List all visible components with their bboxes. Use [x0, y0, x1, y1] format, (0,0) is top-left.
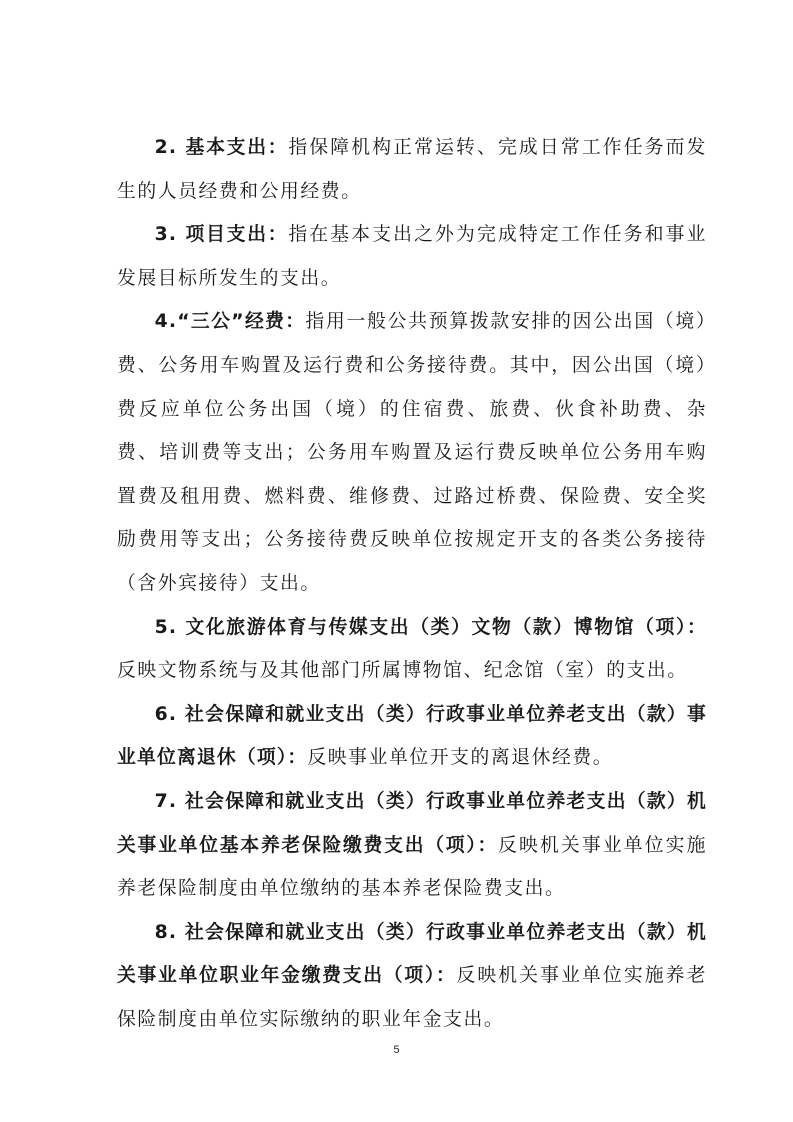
paragraph-museum — [117, 606, 707, 693]
paragraph-basic-pension — [117, 780, 707, 911]
paragraph-project-expenditure — [117, 213, 707, 300]
definition-retirement: 反映事业单位开支的离退休经费。 — [307, 747, 614, 769]
term-occupational-annuity: 8. 社会保障和就业支出（类）行政事业单位养老支出（款）机关事业单位职业年金缴费支出（项）： — [117, 921, 707, 987]
definition-project-expenditure: 指在基本支出之外为完成特定工作任务和事业发展目标所发生的支出。 — [117, 224, 708, 289]
paragraph-occupational-annuity — [117, 911, 707, 1042]
document-body — [117, 126, 707, 1041]
term-project-expenditure: 3. 项目支出： — [154, 224, 289, 246]
definition-occupational-annuity: 反映机关事业单位实施养老保险制度由单位实际缴纳的职业年金支出。 — [117, 965, 707, 1030]
term-retirement: 6. 社会保障和就业支出（类）行政事业单位养老支出（款）事业单位离退休（项）： — [117, 703, 707, 769]
term-museum: 5. 文化旅游体育与传媒支出（类）文物（款）博物馆（项）： — [154, 616, 707, 638]
definition-basic-pension: 反映机关事业单位实施养老保险制度由单位缴纳的基本养老保险费支出。 — [117, 834, 707, 900]
page-number: 5 — [393, 1044, 400, 1056]
term-three-public-funds: 4.“三公”经费： — [154, 311, 306, 333]
paragraph-retirement — [117, 693, 707, 780]
term-basic-expenditure: 2. 基本支出： — [154, 137, 289, 158]
term-basic-pension: 7. 社会保障和就业支出（类）行政事业单位养老支出（款）机关事业单位基本养老保险缴费支出（项）： — [117, 790, 707, 856]
definition-three-public-funds: 指用一般公共预算拨款安排的因公出国（境）费、公务用车购置及运行费和公务接待费。其中，因公出国（境）费反应单位公务出国（境）的住宿费、旅费、伙食补助费、杂费、培训费等支出；公务用车购置及运行费反映单位公务用车购置费及租用费、燃料费、维修费、过路过桥费、保险费、安全奖励费用等支出；公务接待费反映单位按规定开支的各类公务接待（含外宾接待）支出。 — [117, 311, 707, 594]
definition-museum: 反映文物系统与及其他部门所属博物馆、纪念馆（室）的支出。 — [117, 660, 688, 682]
paragraph-basic-expenditure — [117, 126, 707, 213]
definition-basic-expenditure: 指保障机构正常运转、完成日常工作任务而发生的人员经费和公用经费。 — [117, 137, 708, 202]
paragraph-three-public-funds — [117, 300, 707, 605]
